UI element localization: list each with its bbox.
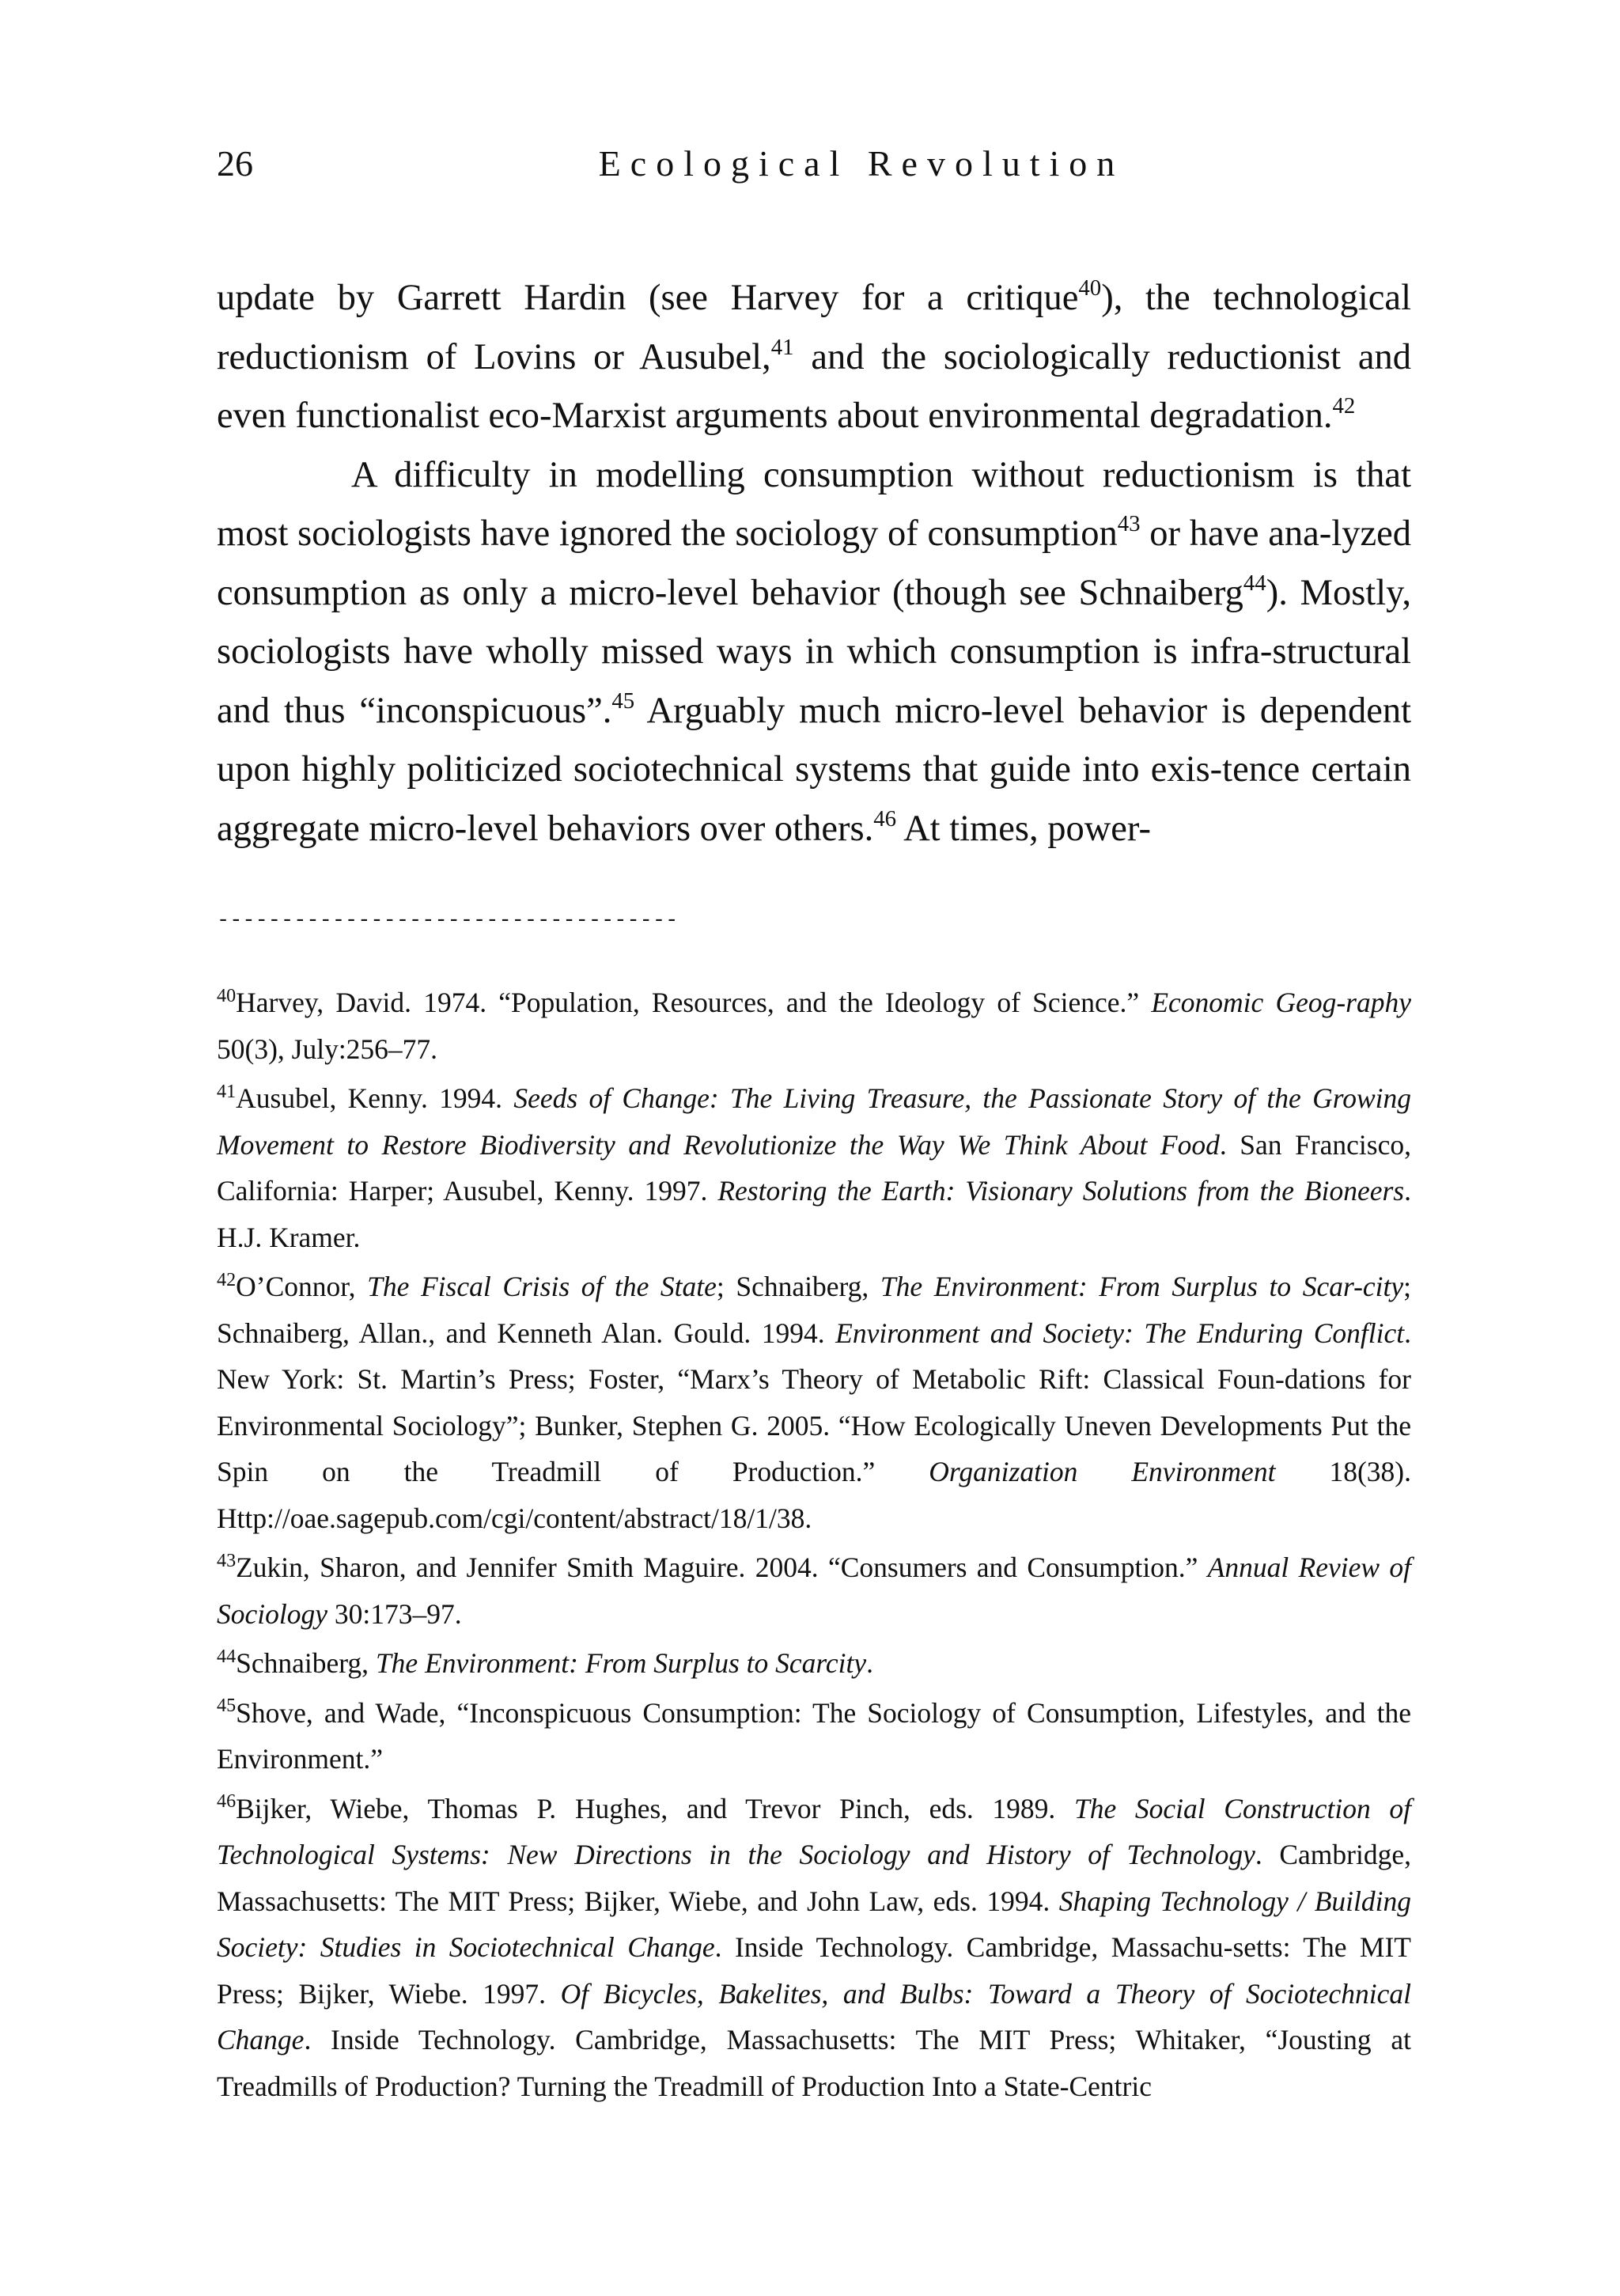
page-number: 26 (217, 143, 253, 184)
footnote-text: . Inside Technology. Cambridge, Massachu-setts: The MIT Press; Bijker, Wiebe. 1997. (217, 1931, 1411, 2010)
footnote-text: Schnaiberg, (236, 1647, 376, 1679)
footnote-title: The Environment: From Surplus to Scar-city (880, 1271, 1404, 1302)
footnote-text: . Cambridge, Massachusetts: The MIT Press; Bijker, Wiebe, and John Law, eds. 1994. (217, 1839, 1411, 1917)
footnote-title: Annual Review of Sociology (217, 1552, 1411, 1630)
footnote-text: Zukin, Sharon, and Jennifer Smith Maguire. 2004. “Consumers and Consumption.” (236, 1552, 1208, 1583)
text-run: ). Mostly, sociologists have wholly missed ways in which consumption is infra-structural and thus “inconspicuous”. (217, 572, 1411, 731)
footnote-text: Harvey, David. 1974. “Population, Resources, and the Ideology of Science.” (236, 987, 1152, 1018)
footnote-ref-42[interactable]: 42 (1332, 393, 1356, 419)
footnote-title: Organization Environment (929, 1456, 1276, 1487)
footnote-text: ; Schnaiberg, (716, 1271, 880, 1302)
footnote-ref-46[interactable]: 46 (873, 805, 897, 832)
footnote-text: Bijker, Wiebe, Thomas P. Hughes, and Trevor Pinch, eds. 1989. (236, 1792, 1074, 1824)
footnote-title: The Fiscal Crisis of the State (367, 1271, 717, 1302)
text-run: A difficulty in modelling consumption without reductionism is that most sociologists have ignored the sociology of consumption (217, 454, 1411, 554)
footnote-number: 40 (217, 984, 237, 1006)
text-run: Arguably much micro-level behavior is dependent upon highly politicized sociotechnical systems that guide into exis-tence certain aggregate micro-level behaviors over others. (217, 690, 1412, 849)
footnote-ref-41[interactable]: 41 (770, 334, 794, 360)
footnote-text: . San Francisco, California: Harper; Ausubel, Kenny. 1997. (217, 1128, 1411, 1207)
footnote-text: . (866, 1647, 873, 1679)
footnote-title: Environment and Society: The Enduring Conflict (835, 1317, 1405, 1349)
footnote-44 (217, 1640, 1411, 1687)
footnotes (217, 979, 1411, 2112)
footnote-text: 30:173–97. (327, 1597, 462, 1630)
footnote-title: Shaping Technology / Building Society: Studies in Sociotechnical Change (217, 1885, 1411, 1963)
footnote-text: . New York: St. Martin’s Press; Foster, “Marx’s Theory of Metabolic Rift: Classical Foun-dations for Environmental Sociology”; Bunker, Stephen G. 2005. “How Ecologically Uneven Developments Put the Spin on the Treadmill of Production.” (217, 1317, 1411, 1487)
text-run: update by Garrett Hardin (see Harvey for a critique (217, 278, 1079, 318)
footnote-text: Ausubel, Kenny. 1994. (236, 1082, 514, 1114)
footnote-separator: ------------------------------------ (217, 909, 679, 933)
footnote-ref-43[interactable]: 43 (1117, 511, 1141, 537)
footnote-42 (217, 1264, 1411, 1541)
footnote-text: Shove, and Wade, “Inconspicuous Consumption: The Sociology of Consumption, Lifestyles, and the Environment.” (217, 1696, 1411, 1775)
footnote-46 (217, 1786, 1411, 2110)
footnote-number: 43 (217, 1549, 237, 1571)
footnote-ref-44[interactable]: 44 (1243, 570, 1266, 596)
footnote-number: 42 (217, 1268, 237, 1290)
footnote-number: 46 (217, 1790, 237, 1813)
footnote-link-text[interactable]: 18(38). Http://oae.sagepub.com/cgi/content/abstract/18/1/38. (217, 1456, 1411, 1534)
text-run: ), the technological reductionism of Lovins or Ausubel, (217, 278, 1411, 377)
body-text (217, 269, 1411, 858)
footnote-40 (217, 979, 1411, 1072)
footnote-text: ; Schnaiberg, Allan., and Kenneth Alan. Gould. 1994. (217, 1271, 1412, 1349)
paragraph-1 (217, 269, 1411, 446)
footnote-number: 44 (217, 1645, 237, 1667)
footnote-43 (217, 1544, 1411, 1637)
footnote-number: 41 (217, 1080, 237, 1102)
footnote-title: Seeds of Change: The Living Treasure, the Passionate Story of the Growing Movement to Restore Biodiversity and Revolutionize the Way We Think About Food (217, 1082, 1411, 1161)
footnote-text: . Inside Technology. Cambridge, Massachusetts: The MIT Press; Whitaker, “Jousting at Treadmills of Production? Turning the Treadmill of Production Into a State-Centric (217, 2024, 1411, 2102)
running-head (217, 136, 1411, 191)
text-run: At times, power- (896, 808, 1151, 849)
running-title: Ecological Revolution (598, 143, 1125, 184)
footnote-45 (217, 1690, 1411, 1783)
footnote-title: The Environment: From Surplus to Scarcity (375, 1647, 867, 1679)
footnote-number: 45 (217, 1695, 237, 1717)
text-run: or have ana-lyzed consumption as only a micro-level behavior (though see Schnaiberg (217, 513, 1411, 613)
footnote-text: 50(3), July:256–77. (217, 1032, 438, 1065)
text-run: and the sociologically reductionist and even functionalist eco-Marxist arguments about environmental degradation. (217, 336, 1412, 436)
footnote-title: Of Bicycles, Bakelites, and Bulbs: Toward a Theory of Sociotechnical Change (217, 1977, 1411, 2055)
footnote-ref-45[interactable]: 45 (611, 688, 635, 714)
footnote-41 (217, 1075, 1411, 1260)
footnote-title: Restoring the Earth: Visionary Solutions from the Bioneers (717, 1175, 1405, 1207)
paragraph-2 (217, 446, 1411, 859)
footnote-text: . H.J. Kramer. (217, 1175, 1411, 1253)
footnote-text: O’Connor, (236, 1271, 368, 1302)
footnote-title: Economic Geog-raphy (1151, 987, 1411, 1018)
footnote-title: The Social Construction of Technological Systems: New Directions in the Sociology and History of Technology (217, 1792, 1411, 1870)
footnote-ref-40[interactable]: 40 (1078, 275, 1102, 301)
